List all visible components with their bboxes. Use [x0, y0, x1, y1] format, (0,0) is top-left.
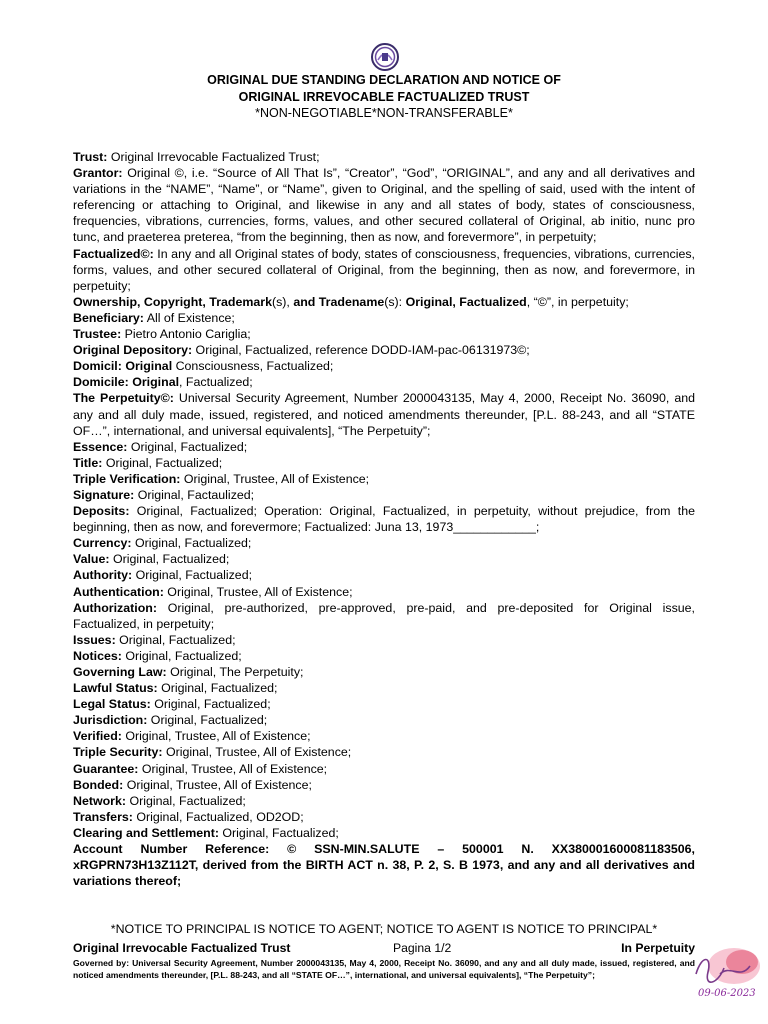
field-label: Authentication: — [73, 584, 164, 599]
field-row — [73, 825, 695, 841]
field-label: Signature: — [73, 487, 135, 502]
field-row — [73, 439, 695, 455]
field-label: Jurisdiction: — [73, 713, 148, 728]
field-label: Beneficiary: — [73, 310, 144, 325]
field-row — [73, 648, 695, 664]
field-label: Transfers: — [73, 809, 133, 824]
notice-line: *NOTICE TO PRINCIPAL IS NOTICE TO AGENT; NOTICE TO AGENT IS NOTICE TO PRINCIPAL* — [110, 922, 658, 936]
field-value: All of Existence; — [143, 310, 235, 325]
field-value: Universal Security Agreement, Number 2000043135, May 4, 2000, Receipt No. 36090, and any and all duly made, issued, registered, and noticed amendments thereunder, [P.L. 88-243, and all “STATE OF…”, international, and universal equivalents], “The Perpetuity”; — [73, 391, 695, 438]
field-value: Original, Trustee, All of Existence; — [121, 729, 311, 744]
field-label: Network: — [73, 793, 127, 808]
field-row — [73, 246, 695, 294]
field-label: The Perpetuity©: — [73, 391, 174, 406]
field-row — [73, 793, 695, 809]
footer-governed-by: Governed by: Universal Security Agreement, Number 2000043135, May 4, 2000, Receipt No. 36090, and any and all duly made, issued, registered, and noticed amendments thereunder, [P.L. 88-243, and all “STATE OF…”, international, and universal equivalents], “The Perpetuity”; — [73, 958, 695, 980]
field-label: Essence: — [73, 439, 128, 454]
handwritten-signature — [690, 944, 764, 1000]
svg-text:09-06-2023: 09-06-2023 — [698, 988, 756, 999]
field-row — [73, 600, 695, 632]
document-title-line2: ORIGINAL IRREVOCABLE FACTUALIZED TRUST — [238, 90, 530, 104]
field-label: Triple Verification: — [73, 471, 181, 486]
field-row — [73, 471, 695, 487]
field-label: Domicile: Original — [73, 375, 180, 390]
field-label: Legal Status: — [73, 697, 151, 712]
field-value: , Factualized; — [179, 375, 253, 390]
field-value: Original, Factaulized; — [134, 487, 255, 502]
field-label: Title: — [73, 455, 103, 470]
field-row — [73, 680, 695, 696]
field-row — [73, 310, 695, 326]
field-value: In any and all Original states of body, states of consciousness, frequencies, vibrations, currencies, forms, values, and other secured collateral of Original, from the beginning, then as now, and forevermore, in perpetuity; — [73, 246, 695, 293]
field-label: Verified: — [73, 729, 122, 744]
field-value: Original, Trustee, All of Existence; — [180, 471, 370, 486]
field-row — [73, 326, 695, 342]
document-title-line1: ORIGINAL DUE STANDING DECLARATION AND NOTICE OF — [207, 73, 561, 87]
field-value: Original ©, i.e. “Source of All That Is”, “Creator”, “God”, “ORIGINAL”, and any and all derivatives and variations in the “NAME”, “Name”, or “Name”, given to Original, and the spelling of said, used with the intent of referencing or attaching to Original, and likewise in any and all states of body, states of consciousness, frequencies, vibrations, currencies, forms, values, and other secured collateral of Original, ab initio, nunc pro tunc, and praeterea preterea, “from the beginning, then as now, and forevermore”, in perpetuity; — [73, 166, 695, 245]
field-row — [73, 761, 695, 777]
field-row — [73, 165, 695, 245]
footer-trust-name: Original Irrevocable Factualized Trust — [73, 941, 291, 955]
field-label: and Tradename — [293, 294, 385, 309]
field-label: Authorization: — [73, 600, 157, 615]
field-value: Original, Factualized, OD2OD; — [132, 809, 304, 824]
account-number-reference: Account Number Reference: © SSN-MIN.SALUTE – 500001 N. XX380001600081183506, xRGPRN73H13Z112T, derived from the BIRTH ACT n. 38, P. 2, S. B 1973, and any and all derivatives and variations thereof; — [73, 842, 695, 889]
field-label: Grantor: — [73, 166, 123, 181]
field-row — [73, 294, 695, 310]
field-row — [73, 728, 695, 744]
field-label: Ownership, Copyright, Trademark — [73, 294, 272, 309]
field-value: Original, Factualized; Operation: Original, Factualized, in perpetuity, without prejudice, from the beginning, then as now, and forevermore; Factualized: Juna 13, 1973____________; — [73, 504, 695, 535]
field-value: Original, Factualized; — [102, 455, 223, 470]
field-value: Original, Factualized; — [147, 713, 268, 728]
field-value: (s), — [271, 294, 294, 309]
field-label: Domicil: Original — [73, 359, 173, 374]
field-value: Original, Factualized; — [121, 648, 242, 663]
field-row — [73, 744, 695, 760]
field-value: Original, The Perpetuity; — [166, 665, 304, 679]
field-value: (s): — [384, 294, 406, 309]
field-value: Original, Factualized, reference DODD-IAM-pac-06131973©; — [192, 343, 530, 358]
field-row — [73, 551, 695, 567]
field-value: Original, Factualized; — [115, 632, 236, 647]
field-row — [73, 777, 695, 793]
field-value: Original, pre-authorized, pre-approved, pre-paid, and pre-deposited for Original issue, Factualized, in perpetuity; — [73, 600, 695, 631]
field-label: Governing Law: — [73, 665, 167, 679]
field-row — [73, 342, 695, 358]
field-row — [73, 632, 695, 648]
field-label: Currency: — [73, 536, 132, 551]
field-row — [73, 809, 695, 825]
field-row — [73, 487, 695, 503]
field-row — [73, 503, 695, 535]
field-label: Issues: — [73, 632, 116, 647]
field-value: Pietro Antonio Cariglia; — [121, 327, 251, 342]
field-label: Clearing and Settlement: — [73, 825, 219, 840]
field-value: Original, Factualized; — [131, 536, 252, 551]
field-label: Notices: — [73, 648, 122, 663]
field-row — [73, 712, 695, 728]
field-label: Original, Factualized — [405, 294, 527, 309]
field-value: Original, Factualized; — [218, 825, 339, 840]
field-label: Trustee: — [73, 327, 122, 342]
field-label: Deposits: — [73, 504, 130, 519]
field-label: Value: — [73, 552, 110, 567]
field-value: Original, Trustee, All of Existence; — [162, 745, 352, 760]
field-row — [73, 374, 695, 390]
field-row — [73, 567, 695, 583]
field-label: Factualized©: — [73, 246, 154, 261]
trust-seal-logo — [370, 42, 400, 72]
field-value: Original, Factualized; — [109, 552, 230, 567]
field-value: Original, Factualized; — [157, 681, 278, 696]
field-value: Original, Factualized; — [126, 793, 246, 808]
field-row — [73, 535, 695, 551]
field-label: Original Depository: — [73, 343, 193, 358]
field-value: Original, Trustee, All of Existence; — [123, 777, 312, 792]
field-label: Triple Security: — [73, 745, 163, 760]
field-value: Original, Factualized; — [150, 697, 271, 712]
field-value: , “©”, in perpetuity; — [526, 294, 629, 309]
field-label: Authority: — [73, 568, 133, 583]
footer-perpetuity: In Perpetuity — [621, 941, 695, 955]
field-row — [73, 149, 695, 165]
field-row — [73, 664, 695, 680]
field-label: Guarantee: — [73, 761, 139, 776]
field-row — [73, 390, 695, 438]
field-label: Lawful Status: — [73, 681, 158, 696]
document-subtitle: *NON-NEGOTIABLE*NON-TRANSFERABLE* — [255, 106, 513, 120]
field-row — [73, 696, 695, 712]
footer-page-number: Pagina 1/2 — [393, 941, 452, 955]
field-value: Consciousness, Factualized; — [172, 359, 334, 374]
field-value: Original, Factualized; — [132, 568, 253, 583]
declaration-body — [73, 149, 695, 889]
field-row — [73, 455, 695, 471]
field-value: Original, Factualized; — [127, 439, 248, 454]
field-row — [73, 584, 695, 600]
field-value: Original, Trustee, All of Existence; — [163, 584, 353, 599]
field-label: Bonded: — [73, 777, 124, 792]
field-label: Trust: — [73, 150, 108, 164]
field-value: Original Irrevocable Factualized Trust; — [107, 150, 320, 164]
field-row — [73, 358, 695, 374]
field-value: Original, Trustee, All of Existence; — [138, 761, 328, 776]
